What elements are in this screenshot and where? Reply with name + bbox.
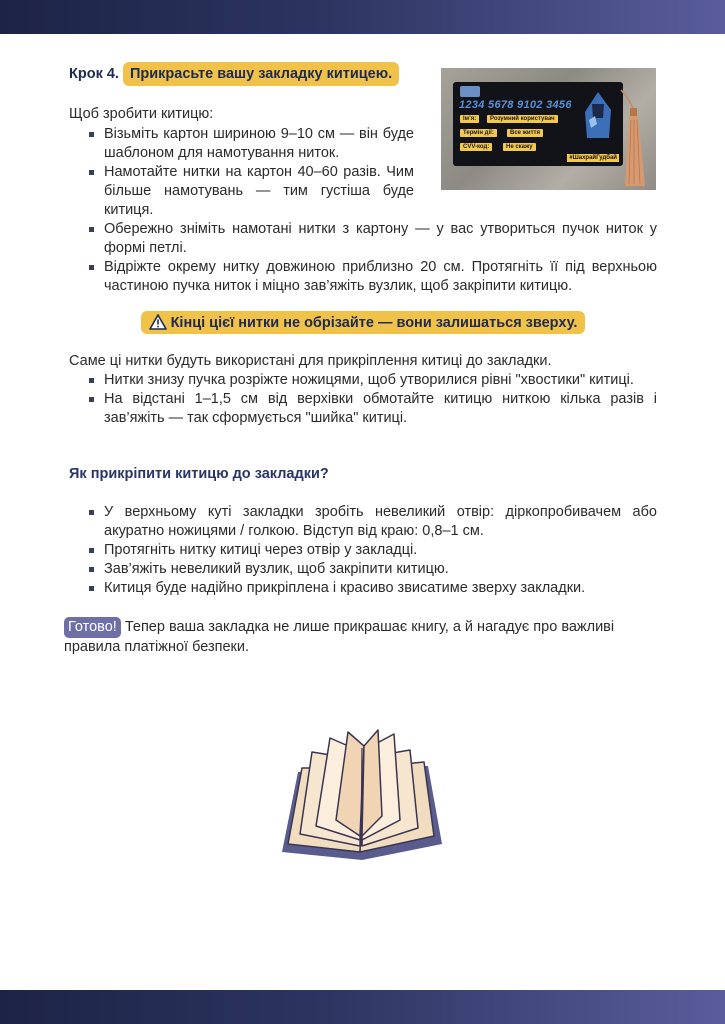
card-tag: Ім’я: — [460, 115, 479, 123]
list-item: Обережно зніміть намотані нитки з картону — у вас утвориться пучок ниток у формі петлі. — [69, 220, 657, 258]
card-tag: Все життя — [507, 129, 543, 137]
finish-steps-list — [69, 371, 657, 428]
list-item: Нитки знизу пучка розріжте ножицями, щоб утворилися рівні "хвостики" китиці. — [69, 371, 657, 390]
card-number: 1234 5678 9102 3456 — [459, 99, 572, 111]
done-badge: Готово! — [64, 617, 121, 638]
list-item: Китиця буде надійно прикріплена і красиво звисатиме зверху закладки. — [69, 579, 657, 598]
list-item: Намотайте нитки на картон 40–60 разів. Чим більше намотувань — тим густіша буде китиця. — [69, 163, 414, 220]
warning-icon — [149, 314, 167, 330]
open-book-icon — [278, 728, 446, 862]
warning-text: Кінці цієї нитки не обрізайте — вони залишаться зверху. — [170, 315, 578, 331]
done-paragraph — [64, 617, 657, 657]
card-tag: Розумний користувач — [487, 115, 558, 123]
attach-steps-list — [69, 503, 657, 598]
intro-text: Щоб зробити китицю: — [69, 106, 214, 122]
card-chip — [460, 86, 480, 97]
warning-banner — [141, 311, 586, 334]
card-hashtag: #ШахрайГудбай — [569, 155, 617, 161]
header-band — [0, 0, 725, 34]
card-tag: Термін дії: — [460, 129, 497, 137]
list-item: Візьміть картон шириною 9–10 см — він буде шаблоном для намотування ниток. — [69, 125, 414, 163]
list-item: Протягніть нитку китиці через отвір у закладці. — [69, 541, 657, 560]
usage-text: Саме ці нитки будуть використані для прикріплення китиці до закладки. — [69, 353, 552, 369]
tassel-steps-list — [69, 125, 657, 296]
attach-heading: Як прикріпити китицю до закладки? — [69, 466, 329, 482]
card-tag: CVV-код: — [460, 143, 492, 151]
step-title: Прикрасьте вашу закладку китицею. — [123, 62, 399, 86]
step-number: Крок 4. — [69, 66, 119, 82]
list-item: Зав’яжіть невеликий вузлик, щоб закріпити китицю. — [69, 560, 657, 579]
done-text: Тепер ваша закладка не лише прикрашає книгу, а й нагадує про важливі правила платіжної безпеки. — [64, 619, 615, 655]
list-item: На відстані 1–1,5 см від верхівки обмотайте китицю ниткою кілька разів і зав’яжіть — так сформується "шийка" китиці. — [69, 390, 657, 428]
footer-band — [0, 990, 725, 1024]
warning-row — [69, 311, 657, 334]
list-item: Відріжте окрему нитку довжиною приблизно 20 см. Протягніть її під верхньою частиною пучка ниток і міцно зав’яжіть вузлик, щоб закріпити китицю. — [69, 258, 657, 296]
step-heading — [69, 66, 399, 82]
card-tag: Не скажу — [503, 143, 536, 151]
list-item: У верхньому куті закладки зробіть невеликий отвір: діркопробивачем або акуратно ножицями / голкою. Відступ від краю: 0,8–1 см. — [69, 503, 657, 541]
